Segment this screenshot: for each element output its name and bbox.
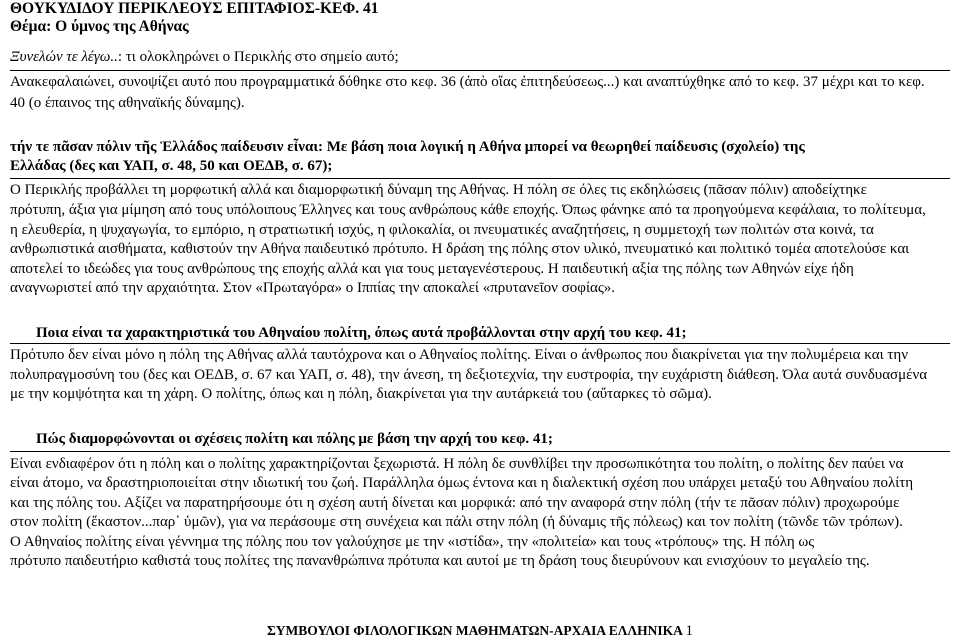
section4-answer-line: Είναι ενδιαφέρον ότι η πόλη και ο πολίτης χαρακτηρίζονται ξεχωριστά. Η πόλη δε συνθλίβει την προσωπικότητα του πολίτη, ο πολίτης δεν παύει να (10, 456, 904, 472)
section2-question-line: τήν τε πᾶσαν πόλιν τῆς Ἑλλάδος παίδευσιν εἶναι: Με βάση ποια λογική η Αθήνα μπορεί να θεωρηθεί παίδευσις (σχολείο) της (10, 139, 805, 155)
section4-answer-line: είναι άτομο, να δραστηριοποιείται στην ιδιωτική του ζωή. Παράλληλα όμως έντονα και η διαλεκτική σχέση που υπάρχει μεταξύ του Αθηναίου πολίτη (10, 475, 914, 491)
section2-answer-line: πρότυπη, άξια για μίμηση από τους υπόλοιπους Έλληνες και τους ανθρώπους κάθε εποχής. Όπως φάνηκε από τα προηγούμενα κεφάλαια, το πολίτευμα, (10, 202, 926, 218)
section4-answer-line: στον πολίτη (ἕκαστον...παρ᾽ ὑμῶν), για να περάσουμε στη συνέχεια και πάλι στην πόλη (ἡ δύναμις τῆς πόλεως) και τον πολίτη (τῶνδε τῶν τρόπων). (10, 514, 903, 530)
section4-answer-line: και της πόλης του. Αξίζει να παρατηρήσουμε ότι η σχέση αυτή δίνεται και μορφικά: από την αναφορά στην πόλη (τήν τε πᾶσαν πόλιν) προχωρούμε (10, 495, 900, 511)
section3-answer-line: Πρότυπο δεν είναι μόνο η πόλη της Αθήνας αλλά ταυτόχρονα και ο Αθηναίος πολίτης. Είναι ο άνθρωπος που διακρίνεται για την πολυμέρεια και την (10, 347, 909, 363)
document-title: ΘΟΥΚΥΔΙΔΟΥ ΠΕΡΙΚΛΕΟΥΣ ΕΠΙΤΑΦΙΟΣ-ΚΕΦ. 41 (10, 0, 379, 17)
section4-answer-line: πρότυπο παιδευτήριο καθιστά τους πολίτες της πανανθρώπινα πρότυπα και αυτοί με τη δράση τους διευρύνουν και ενισχύουν το μεγαλείο της. (10, 553, 870, 569)
section2-answer-line: αποτελεί το ιδεώδες για τους ανθρώπους της εποχής αλλά και για τους μεταγενέστερους. Η παιδευτική αξία της πόλης των Αθηνών είχε ήδη (10, 261, 854, 277)
section4-question: Πώς διαμορφώνονται οι σχέσεις πολίτη και πόλης με βάση την αρχή του κεφ. 41; (36, 431, 553, 447)
section3-question: Ποια είναι τα χαρακτηριστικά του Αθηναίου πολίτη, όπως αυτά προβάλλονται στην αρχή του κεφ. 41; (36, 325, 687, 341)
divider (10, 451, 950, 452)
section1-answer-line: 40 (ο έπαινος της αθηναϊκής δύναμης). (10, 95, 245, 111)
section2-answer-line: ανθρωπιστικά αισθήματα, καθιστούν την Αθήνα παιδευτικό πρότυπο. Η δράση της πόλης στον υλικό, πνευματικό και πολιτικό τομέα αποτελούσε και (10, 241, 910, 257)
section1-question-text: : τι ολοκληρώνει ο Περικλής στο σημείο αυτό; (117, 49, 399, 65)
section3-answer-line: με την κομψότητα και τη χάρη. Ο πολίτης, όπως και η πόλη, διακρίνεται για την αυτάρκειά του (αὔταρκες τὸ σῶμα). (10, 386, 712, 402)
section4-answer-line: Ο Αθηναίος πολίτης είναι γέννημα της πόλης που τον γαλούχησε με την «ιστίδα», την «πολιτεία» και τους «τρόπους» της. Η πόλη ως (10, 534, 815, 550)
divider (10, 178, 950, 179)
divider (10, 343, 950, 344)
document-theme: Θέμα: Ο ύμνος της Αθήνας (10, 18, 189, 35)
divider (10, 70, 950, 71)
section2-answer-line: Ο Περικλής προβάλλει τη μορφωτική αλλά και διαμορφωτική δύναμη της Αθήνας. Η πόλη σε όλες τις εκδηλώσεις (πᾶσαν πόλιν) αποδείχτηκε (10, 182, 867, 198)
section2-question-line: Ελλάδας (δες και ΥΑΠ, σ. 48, 50 και ΟΕΔΒ, σ. 67); (10, 158, 333, 174)
section1-question (10, 48, 399, 67)
page-number: 1 (685, 623, 694, 639)
footer-text: ΣΥΜΒΟΥΛΟΙ ΦΙΛΟΛΟΓΙΚΩΝ ΜΑΘΗΜΑΤΩΝ-ΑΡΧΑΙΑ ΕΛΛΗΝΙΚΑ (266, 623, 683, 638)
page-footer (0, 623, 960, 640)
section2-answer-line: αναγνωριστεί από την αρχαιότητα. Στον «Πρωταγόρα» ο Ιππίας την αποκαλεί «πρυτανεῖον σοφίας». (10, 280, 616, 296)
section1-greek-quote: Ξυνελών τε λέγω.. (10, 49, 118, 65)
section1-answer-line: Ανακεφαλαιώνει, συνοψίζει αυτό που προγραμματικά δόθηκε στο κεφ. 36 (ἀπὸ οἵας ἐπιτηδεύσεως...) και αναπτύχθηκε από το κεφ. 37 μέχρι και το κεφ. (10, 74, 925, 90)
section2-answer-line: η ελευθερία, η ψυχαγωγία, το εμπόριο, η στρατιωτική ισχύς, η φιλοκαλία, οι πνευματικές αναζητήσεις, η συμμετοχή των πολιτών στα κοινά, τα (10, 222, 874, 238)
section3-answer-line: πολυπραγμοσύνη του (δες και ΟΕΔΒ, σ. 67 και ΥΑΠ, σ. 48), την άνεση, τη δεξιοτεχνία, την ευστροφία, την ευχάριστη διάθεση. Όλα αυτά συνδυασμένα (10, 367, 928, 383)
